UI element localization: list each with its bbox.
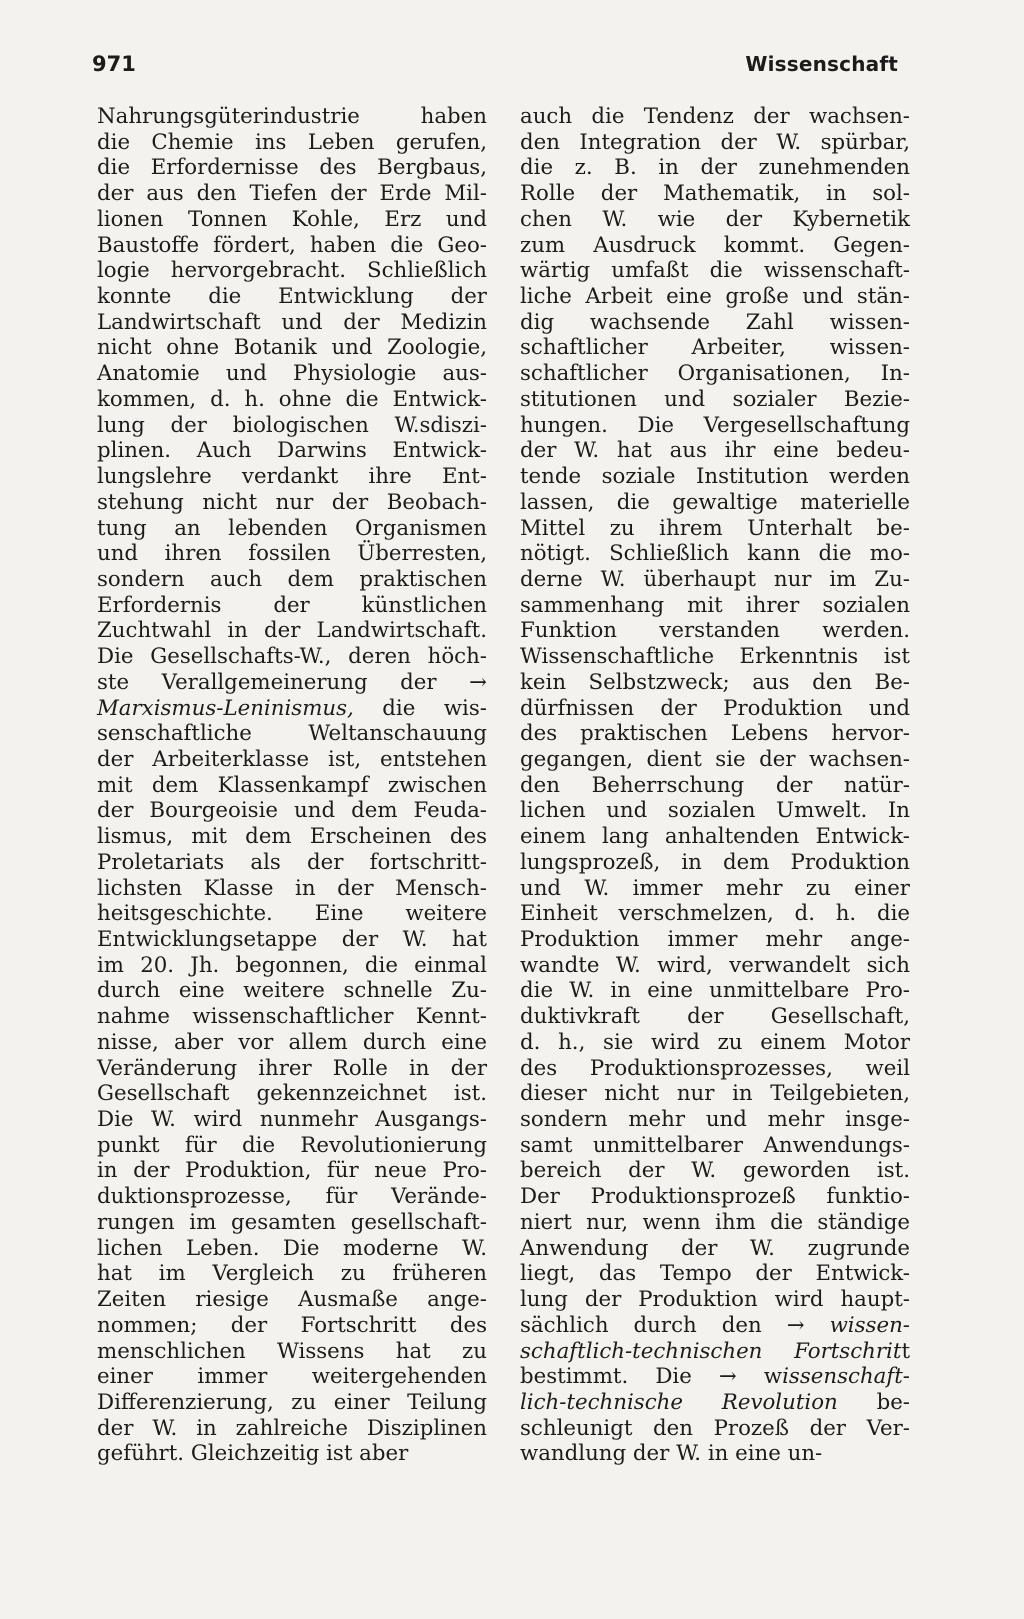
text-line: die z. B. in der zunehmenden [520, 155, 910, 181]
text-line: Die Gesellschafts-W., deren höch- [97, 644, 487, 670]
text-line: der Bourgeoisie und dem Feuda- [97, 798, 487, 824]
text-line: stehung nicht nur der Beobach- [97, 489, 487, 515]
text-line: plinen. Auch Darwins Entwick- [97, 438, 487, 464]
text-line: Anwendung der W. zugrunde [520, 1235, 910, 1261]
text-line: lichsten Klasse in der Mensch- [97, 875, 487, 901]
text-line: lassen, die gewaltige materielle [520, 489, 910, 515]
left-text-column [97, 104, 487, 1467]
text-line: der W. in zahlreiche Disziplinen [97, 1415, 487, 1441]
text-line: schleunigt den Prozeß der Ver- [520, 1415, 910, 1441]
text-line: Nahrungsgüterindustrie haben [97, 104, 487, 129]
text-line: nahme wissenschaftlicher Kennt- [97, 1004, 487, 1030]
text-line: Die W. wird nunmehr Ausgangs- [97, 1107, 487, 1133]
text-line: Veränderung ihrer Rolle in der [97, 1055, 487, 1081]
text-line: des praktischen Lebens hervor- [520, 721, 910, 747]
page-number: 971 [92, 52, 136, 76]
text-line: liche Arbeit eine große und stän- [520, 284, 910, 310]
text-line: bestimmt. Die → wissenschaft- [520, 1364, 910, 1390]
text-line: Wissenschaftliche Erkenntnis ist [520, 644, 910, 670]
text-line: lung der Produktion wird haupt- [520, 1287, 910, 1313]
text-line: logie hervorgebracht. Schließlich [97, 258, 487, 284]
text-line: durch eine weitere schnelle Zu- [97, 978, 487, 1004]
text-line: lung der biologischen W.sdiszi- [97, 412, 487, 438]
text-line: Marxismus-Leninismus, die wis- [97, 695, 487, 721]
text-line: die Chemie ins Leben gerufen, [97, 129, 487, 155]
text-line: Baustoffe fördert, haben die Geo- [97, 232, 487, 258]
text-line: nommen; der Fortschritt des [97, 1312, 487, 1338]
text-line: Rolle der Mathematik, in sol- [520, 181, 910, 207]
text-line: Mittel zu ihrem Unterhalt be- [520, 515, 910, 541]
text-line: hat im Vergleich zu früheren [97, 1261, 487, 1287]
text-line: Funktion verstanden werden. [520, 618, 910, 644]
text-line: dürfnissen der Produktion und [520, 695, 910, 721]
text-line: lionen Tonnen Kohle, Erz und [97, 206, 487, 232]
text-line: lichen Leben. Die moderne W. [97, 1235, 487, 1261]
text-line: duktivkraft der Gesellschaft, [520, 1004, 910, 1030]
text-line: sächlich durch den → wissen- [520, 1312, 910, 1338]
text-line: die Erfordernisse des Bergbaus, [97, 155, 487, 181]
text-line: gegangen, dient sie der wachsen- [520, 746, 910, 772]
text-line: wandlung der W. in eine un- [520, 1441, 823, 1467]
text-line: rungen im gesamten gesellschaft- [97, 1209, 487, 1235]
text-line: wärtig umfaßt die wissenschaft- [520, 258, 910, 284]
right-text-column [520, 104, 910, 1467]
text-line: sondern mehr und mehr insge- [520, 1107, 910, 1133]
text-line: lungslehre verdankt ihre Ent- [97, 464, 487, 490]
text-line: wandte W. wird, verwandelt sich [520, 952, 910, 978]
text-line: menschlichen Wissens hat zu [97, 1338, 487, 1364]
text-line: Produktion immer mehr ange- [520, 927, 910, 952]
text-line: dig wachsende Zahl wissen- [520, 309, 910, 335]
text-line: niert nur, wenn ihm die ständige [520, 1209, 910, 1235]
text-line: der aus den Tiefen der Erde Mil- [97, 181, 487, 207]
text-line: der W. hat aus ihr eine bedeu- [520, 438, 910, 464]
text-line: Der Produktionsprozeß funktio- [520, 1184, 910, 1210]
text-line: Entwicklungsetappe der W. hat [97, 927, 487, 952]
text-line: Einheit verschmelzen, d. h. die [520, 901, 910, 927]
text-line: senschaftliche Weltanschauung [97, 721, 487, 747]
text-line: den Beherrschung der natür- [520, 772, 910, 798]
text-line: nötigt. Schließlich kann die mo- [520, 541, 910, 567]
text-line: bereich der W. geworden ist. [520, 1158, 910, 1184]
text-line: Gesellschaft gekennzeichnet ist. [97, 1081, 487, 1107]
text-line: Erfordernis der künstlichen [97, 592, 487, 618]
text-line: auch die Tendenz der wachsen- [520, 104, 910, 129]
text-line: Proletariats als der fortschritt- [97, 849, 487, 875]
text-line: sondern auch dem praktischen [97, 566, 487, 592]
text-line: tende soziale Institution werden [520, 464, 910, 490]
text-line: geführt. Gleichzeitig ist aber [97, 1441, 409, 1467]
text-line: lichen und sozialen Umwelt. In [520, 798, 910, 824]
text-line: nisse, aber vor allem durch eine [97, 1029, 487, 1055]
text-line: lismus, mit dem Erscheinen des [97, 824, 487, 850]
text-line: einem lang anhaltenden Entwick- [520, 824, 910, 850]
text-line: ste Verallgemeinerung der → [97, 669, 487, 695]
text-line: und W. immer mehr zu einer [520, 875, 910, 901]
text-line: hungen. Die Vergesellschaftung [520, 412, 910, 438]
text-line: sammenhang mit ihrer sozialen [520, 592, 910, 618]
text-line: zum Ausdruck kommt. Gegen- [520, 232, 910, 258]
text-line: konnte die Entwicklung der [97, 284, 487, 310]
text-line: derne W. überhaupt nur im Zu- [520, 566, 910, 592]
text-line: duktionsprozesse, für Verände- [97, 1184, 487, 1210]
text-line: in der Produktion, für neue Pro- [97, 1158, 487, 1184]
text-line: kommen, d. h. ohne die Entwick- [97, 386, 487, 412]
text-line: dieser nicht nur in Teilgebieten, [520, 1081, 910, 1107]
text-line: im 20. Jh. begonnen, die einmal [97, 952, 487, 978]
text-line: die W. in eine unmittelbare Pro- [520, 978, 910, 1004]
text-line: Zuchtwahl in der Landwirtschaft. [97, 618, 487, 644]
text-line: der Arbeiterklasse ist, entstehen [97, 746, 487, 772]
text-line: schaftlich-technischen Fortschritt [520, 1338, 910, 1364]
text-line: d. h., sie wird zu einem Motor [520, 1029, 910, 1055]
text-line: punkt für die Revolutionierung [97, 1132, 487, 1158]
text-line: liegt, das Tempo der Entwick- [520, 1261, 910, 1287]
text-line: den Integration der W. spürbar, [520, 129, 910, 155]
text-line: schaftlicher Arbeiter, wissen- [520, 335, 910, 361]
text-line: stitutionen und sozialer Bezie- [520, 386, 910, 412]
text-line: heitsgeschichte. Eine weitere [97, 901, 487, 927]
text-line: tung an lebenden Organismen [97, 515, 487, 541]
text-line: Zeiten riesige Ausmaße ange- [97, 1287, 487, 1313]
text-line: lich-technische Revolution be- [520, 1389, 910, 1415]
text-line: mit dem Klassenkampf zwischen [97, 772, 487, 798]
text-line: Landwirtschaft und der Medizin [97, 309, 487, 335]
text-line: lungsprozeß, in dem Produktion [520, 849, 910, 875]
text-line: Anatomie und Physiologie aus- [97, 361, 487, 387]
text-line: nicht ohne Botanik und Zoologie, [97, 335, 487, 361]
running-head: Wissenschaft [745, 52, 898, 76]
text-line: und ihren fossilen Überresten, [97, 541, 487, 567]
text-line: schaftlicher Organisationen, In- [520, 361, 910, 387]
text-line: kein Selbstzweck; aus den Be- [520, 669, 910, 695]
text-line: Differenzierung, zu einer Teilung [97, 1389, 487, 1415]
page-header [92, 44, 898, 84]
text-line: einer immer weitergehenden [97, 1364, 487, 1390]
text-line: chen W. wie der Kybernetik [520, 206, 910, 232]
text-line: samt unmittelbarer Anwendungs- [520, 1132, 910, 1158]
text-line: des Produktionsprozesses, weil [520, 1055, 910, 1081]
